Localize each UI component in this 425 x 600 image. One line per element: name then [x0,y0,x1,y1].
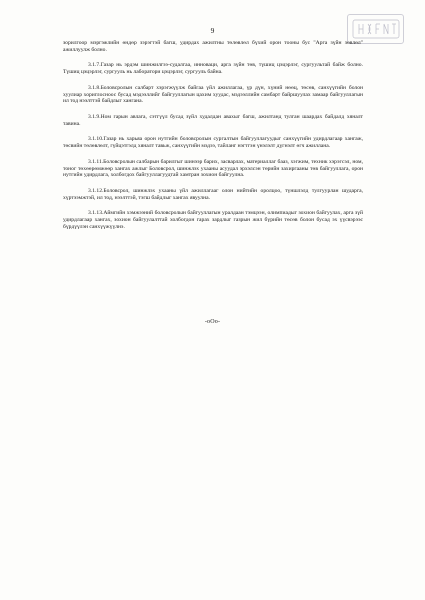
paragraph-3-1-8: 3.1.8.Боловсролын салбарт хэрэгжүүлж байгаа үйл ажиллагаа, үр дүн, хүний нөөц, төсөв, санхүүгийн болон хуулиар хориглосноос бусад мэдээллийг байгууллагын цахим хуудас, мэдээллийн самбарт байршуулах замаар байгууллагын ил тод нээлттэй байдлыг хангана. [63,84,363,105]
paragraph-3-1-11: 3.1.11.Боловсролын салбарын барилгыг шинээр барих, засварлах, материаллаг бааз, хэгжим, техник хэрэгсэл, ном, тоног төхөөрөмжөөр хангах ажлыг Боловсрол, шинжлэх ухааны асуудал эрхэлсэн төрийн захиргааны төв байгууллага, орон нутгийн удирдлага, холбогдох байгууллагуудтай хамтран зохион байгуулна. [63,158,363,179]
paragraph-3-1-7: 3.1.7.Газар нь эрдэм шинжилгээ-судалгаа, инноваци, арга зүйн төв, түшиц цэцэрлэг, сургуультай байж болно. Түшиц цэцэрлэг, сургууль нь лаборатори цэцэрлэг, сургууль байна. [63,62,363,76]
paragraph-3-1-13: 3.1.13.Аймгийн хэмжээний боловсролын байгууллагын уралдаан тэмцээн, олимпиадыг зохион байгуулах, арга зүй удирдлагаар хангах, зохион байгуулалттай холбогдон гарах зардлыг газрын жил бүрийн төсөв болон бусад эх үүсвэрээс бүрдүүлэн санхүүжүүлнэ. [63,210,363,230]
document-body [63,40,363,240]
paragraph-continuation: зорилгоор мэргэжлийн өндөр зэрэгтэй багш, удирдах ажилтны төлөвлөл бүхий орон тооны бус "Арга зүйн зөвлөл" ажиллуулж болно. [63,40,363,53]
paragraph-3-1-9: 3.1.9.Ном гарын авлага, сэтгүүл бусад зүйл худалдан авахыг багш, ажилтанд тулган шаардах байдалд хяналт тавина. [63,113,363,127]
paragraph-3-1-12: 3.1.12.Боловсрол, шинжлэх ухааны үйл ажиллагааг олон нийтийн оролцоо, түншлэлд тулгуурлан шударга, хүртээмжтэй, ил тод, нээлттэй, тэгш байдлыг хангах явуулна. [63,187,363,201]
end-of-document-mark: -oOo- [204,319,221,325]
paragraph-3-1-10: 3.1.10.Газар нь харьяа орон нутгийн боловсролын сургалтын байгууллагуудыг санхүүгийн удирдлагаар хангаж, төсвийн төлөвлөлт, гүйцэтгэлд хяналт тавьж, санхүүгийн мэдээ, тайланг нэгтгэн үнэлэлт дүгнэлт өгч ажиллана. [63,136,363,150]
page-number: 9 [210,26,215,35]
